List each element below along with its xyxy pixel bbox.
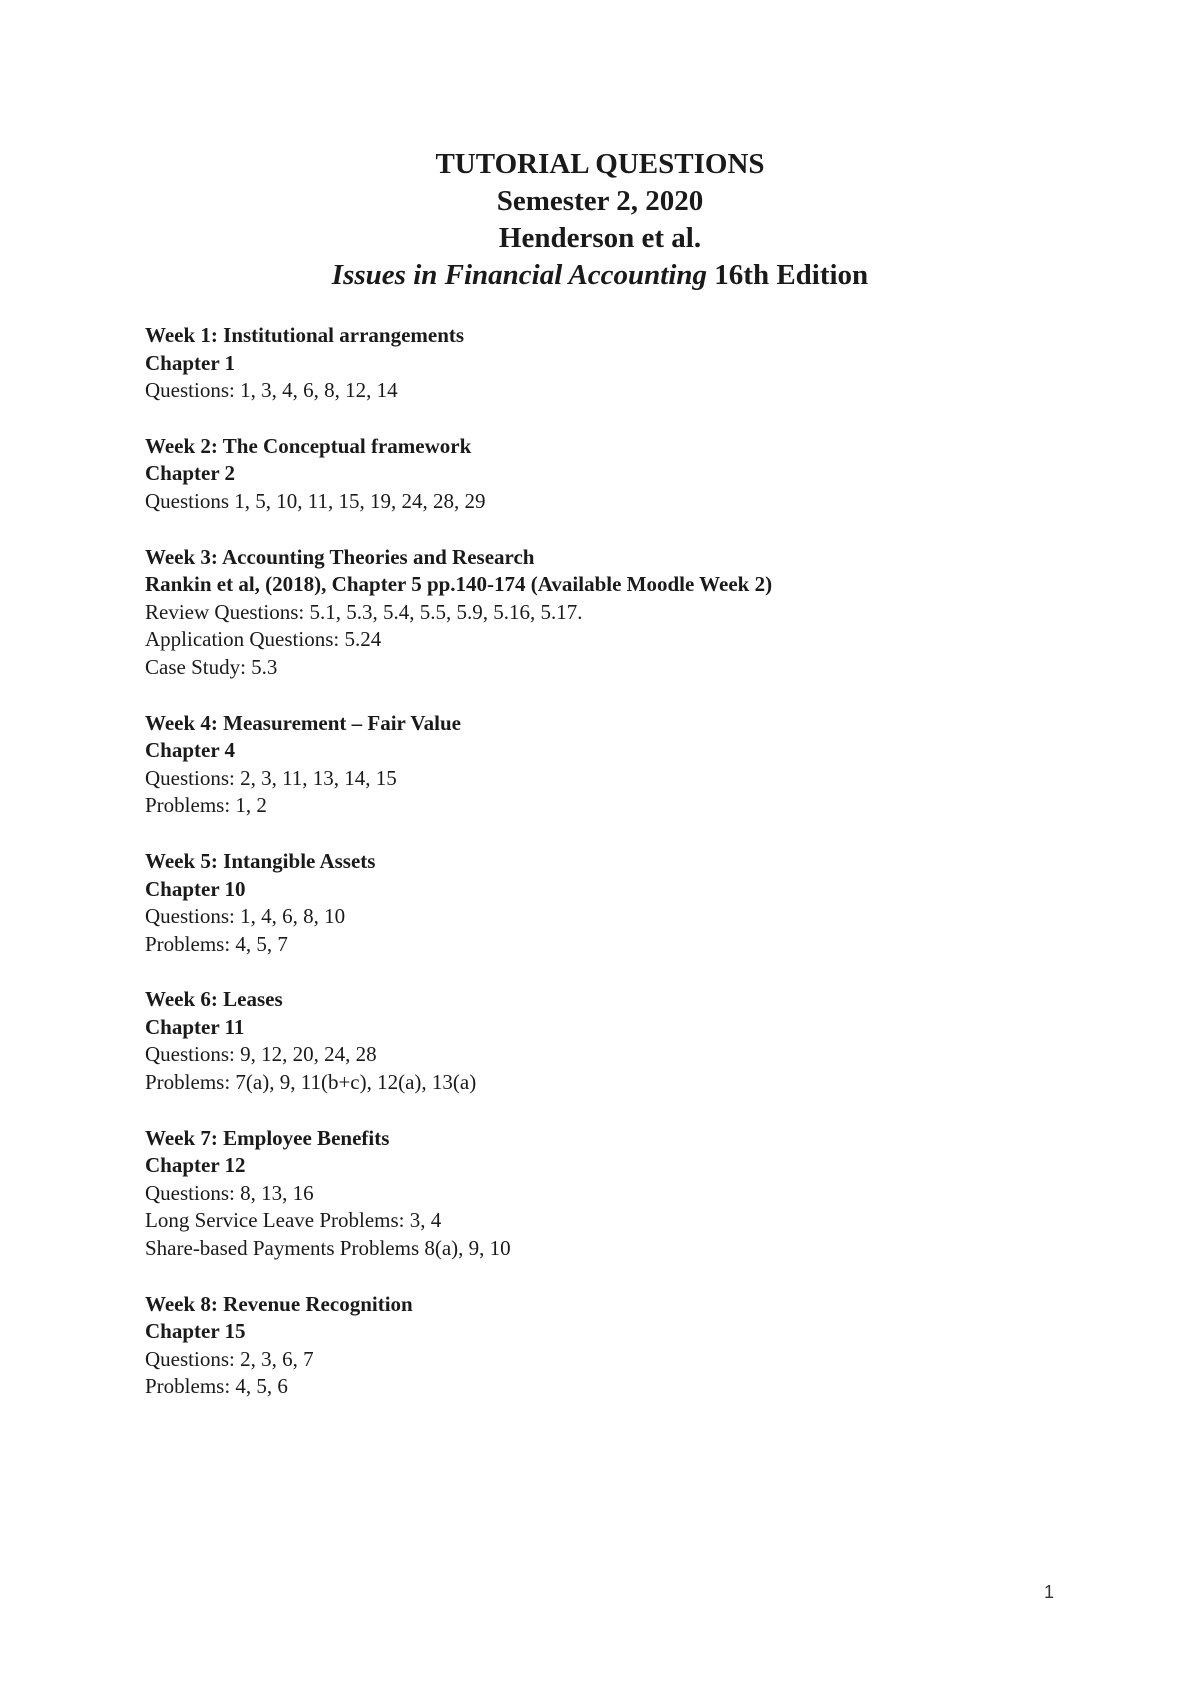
question-list: Questions: 8, 13, 16	[145, 1180, 314, 1205]
question-list: Case Study: 5.3	[145, 654, 278, 679]
week-block-1	[145, 322, 1125, 405]
question-list: Problems: 7(a), 9, 11(b+c), 12(a), 13(a)	[145, 1070, 477, 1095]
question-list: Questions: 2, 3, 6, 7	[145, 1346, 314, 1371]
document-title: TUTORIAL QUESTIONS	[435, 148, 765, 180]
week-block-5	[145, 848, 1125, 958]
chapter-reference: Chapter 2	[145, 461, 236, 486]
chapter-reference: Chapter 10	[145, 876, 246, 901]
semester-line: Semester 2, 2020	[496, 185, 704, 217]
week-heading: Week 2: The Conceptual framework	[145, 433, 472, 458]
week-block-8	[145, 1291, 1125, 1401]
week-block-2	[145, 433, 1125, 516]
week-block-3	[145, 544, 1125, 682]
chapter-reference: Chapter 15	[145, 1319, 246, 1344]
chapter-reference: Chapter 1	[145, 350, 236, 375]
week-heading: Week 8: Revenue Recognition	[145, 1291, 413, 1316]
question-list: Problems: 4, 5, 6	[145, 1374, 288, 1399]
question-list: Questions: 9, 12, 20, 24, 28	[145, 1042, 377, 1067]
week-heading: Week 4: Measurement – Fair Value	[145, 710, 461, 735]
question-list: Questions: 2, 3, 11, 13, 14, 15	[145, 765, 397, 790]
week-heading: Week 3: Accounting Theories and Research	[145, 544, 535, 569]
document-header	[0, 146, 1200, 294]
question-list: Share-based Payments Problems 8(a), 9, 10	[145, 1236, 511, 1261]
chapter-reference: Rankin et al, (2018), Chapter 5 pp.140-174 (Available Moodle Week 2)	[145, 572, 773, 597]
week-heading: Week 6: Leases	[145, 987, 283, 1012]
question-list: Problems: 1, 2	[145, 793, 267, 818]
chapter-reference: Chapter 12	[145, 1153, 246, 1178]
question-list: Questions 1, 5, 10, 11, 15, 19, 24, 28, 29	[145, 488, 486, 513]
textbook-edition: 16th Edition	[707, 259, 869, 291]
week-block-6	[145, 986, 1125, 1096]
question-list: Long Service Leave Problems: 3, 4	[145, 1208, 442, 1233]
week-block-4	[145, 710, 1125, 820]
question-list: Questions: 1, 3, 4, 6, 8, 12, 14	[145, 378, 398, 403]
week-heading: Week 7: Employee Benefits	[145, 1125, 390, 1150]
question-list: Review Questions: 5.1, 5.3, 5.4, 5.5, 5.9, 5.16, 5.17.	[145, 599, 583, 624]
page-number: 1	[1044, 1582, 1055, 1602]
week-block-7	[145, 1125, 1125, 1263]
week-heading: Week 5: Intangible Assets	[145, 848, 376, 873]
weekly-schedule	[145, 322, 1125, 1429]
question-list: Questions: 1, 4, 6, 8, 10	[145, 904, 346, 929]
textbook-line	[0, 257, 1200, 294]
week-heading: Week 1: Institutional arrangements	[145, 323, 465, 347]
question-list: Application Questions: 5.24	[145, 627, 382, 652]
chapter-reference: Chapter 11	[145, 1014, 245, 1039]
authors-line: Henderson et al.	[498, 222, 702, 254]
chapter-reference: Chapter 4	[145, 738, 236, 763]
textbook-title: Issues in Financial Accounting	[331, 259, 708, 291]
question-list: Problems: 4, 5, 7	[145, 931, 288, 956]
